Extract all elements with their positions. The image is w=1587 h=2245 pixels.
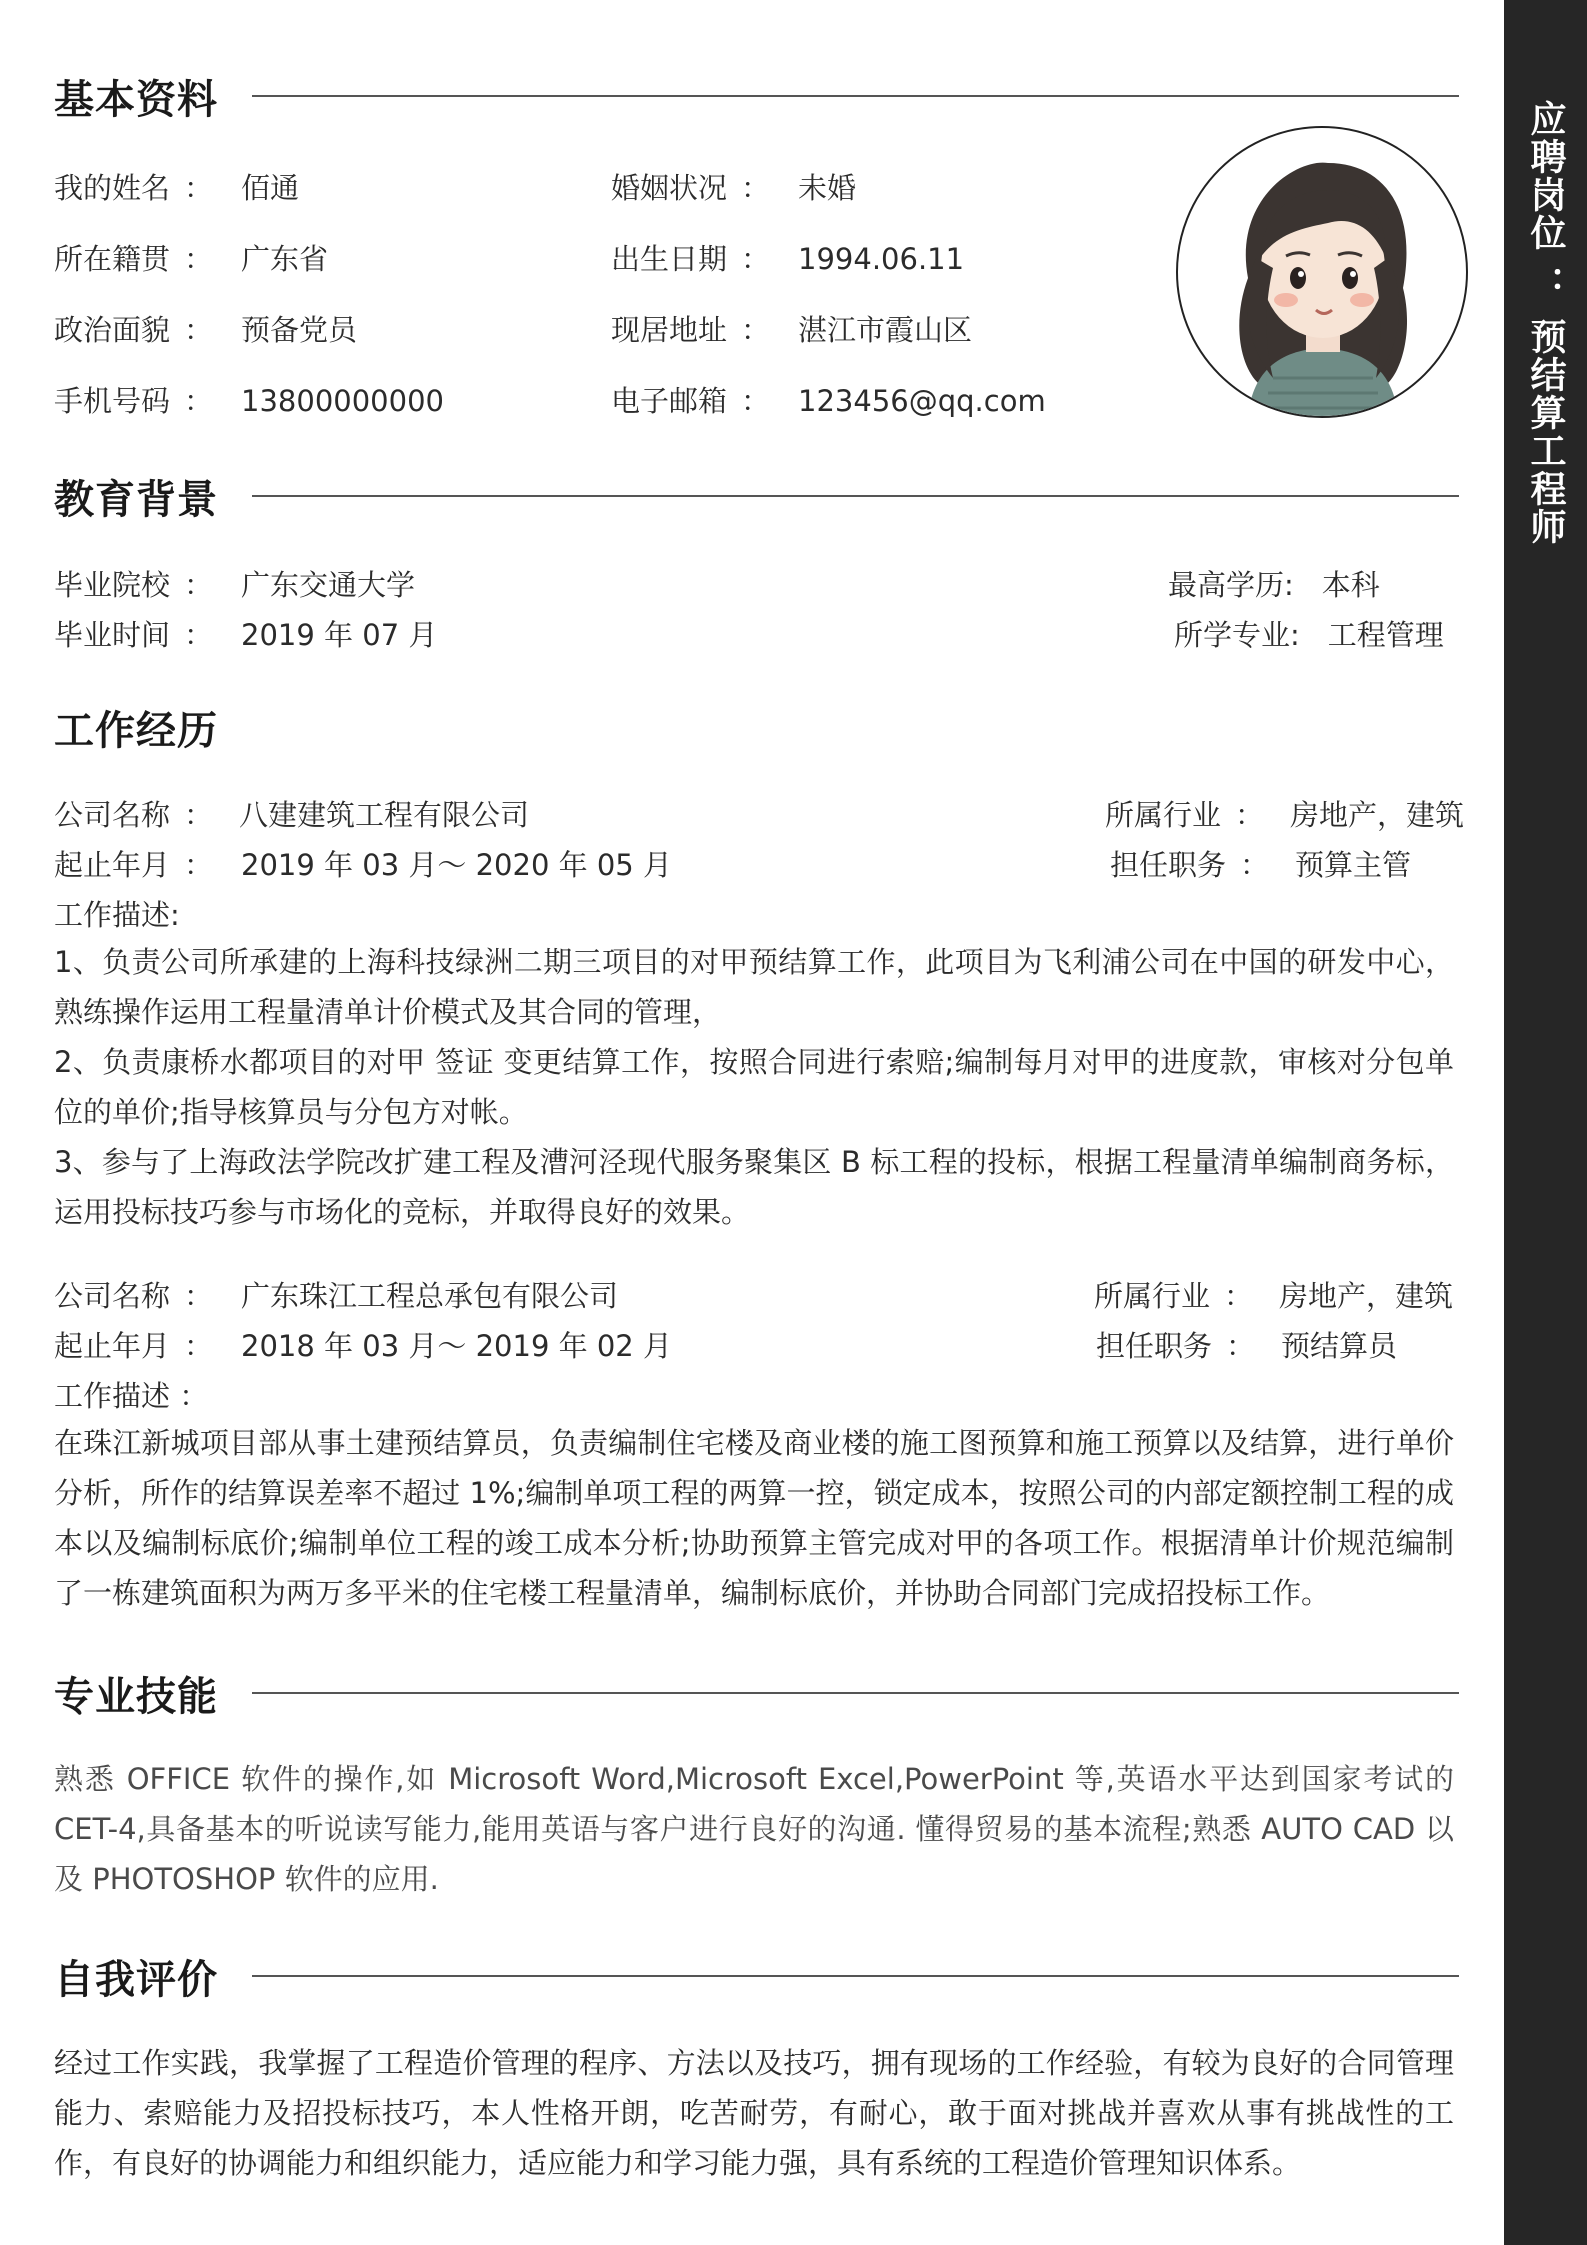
colon: ： xyxy=(184,618,214,652)
colon: ： xyxy=(184,313,214,347)
colon: ： xyxy=(184,848,214,882)
colon: ： xyxy=(1226,1329,1256,1363)
colon: ： xyxy=(184,384,214,418)
job-value: 房地产，建筑 xyxy=(1290,798,1465,832)
job1-period xyxy=(54,843,672,884)
info-row-birthday xyxy=(611,237,964,278)
colon: ： xyxy=(184,568,214,602)
colon: ： xyxy=(741,242,771,276)
edu-label: 最高学历: xyxy=(1168,568,1294,602)
skills-text xyxy=(54,1754,1454,1904)
colon: ： xyxy=(184,1279,214,1313)
info-label: 出生日期 xyxy=(611,242,728,276)
job1-industry xyxy=(1105,793,1464,834)
job-label: 公司名称 xyxy=(54,1279,171,1313)
job-target-label: 应聘岗位 xyxy=(1525,100,1566,252)
job-label: 起止年月 xyxy=(54,848,171,882)
section-title: 基本资料 xyxy=(54,76,218,123)
edu-value: 本科 xyxy=(1321,568,1380,602)
job-desc-item: 3、参与了上海政法学院改扩建工程及漕河泾现代服务聚集区 B 标工程的投标，根据工程量清单编制商务标，运用投标技巧参与市场化的竞标，并取得良好的效果。 xyxy=(54,1145,1454,1229)
job-label: 所属行业 xyxy=(1105,798,1222,832)
edu-row-major xyxy=(1174,613,1444,654)
info-label: 现居地址 xyxy=(611,313,728,347)
job2-role xyxy=(1096,1324,1397,1365)
section-title: 工作经历 xyxy=(54,707,218,754)
sidebar xyxy=(1504,0,1587,2245)
job-label: 所属行业 xyxy=(1094,1279,1211,1313)
skills-paragraph: 熟悉 OFFICE 软件的操作,如 Microsoft Word,Microsoft Excel,PowerPoint 等,英语水平达到国家考试的 CET-4,具备基本的听说读写能力,能用英语与客户进行良好的沟通. 懂得贸易的基本流程;熟悉 AUTO CAD 以及 PHOTOSHOP 软件的应用. xyxy=(54,1762,1454,1896)
job-value: 房地产，建筑 xyxy=(1279,1279,1454,1313)
job-value: 预结算员 xyxy=(1281,1329,1398,1363)
info-value: 123456@qq.com xyxy=(798,384,1046,418)
job2-company xyxy=(54,1274,618,1315)
info-label: 政治面貌 xyxy=(54,313,171,347)
info-row-email xyxy=(611,379,1046,420)
job-desc-label: 工作描述: xyxy=(54,898,180,932)
colon: ： xyxy=(184,171,214,205)
section-title: 专业技能 xyxy=(54,1673,218,1720)
info-row-phone xyxy=(54,379,444,420)
info-label: 婚姻状况 xyxy=(611,171,728,205)
edu-row-school xyxy=(54,563,415,604)
self-evaluation-text xyxy=(54,2038,1454,2188)
edu-label: 所学专业: xyxy=(1174,618,1300,652)
colon: ： xyxy=(184,1329,214,1363)
job2-period xyxy=(54,1324,672,1365)
edu-value: 2019 年 07 月 xyxy=(241,618,438,652)
avatar-illustration xyxy=(1178,128,1466,416)
self-evaluation-paragraph: 经过工作实践，我掌握了工程造价管理的程序、方法以及技巧，拥有现场的工作经验，有较为良好的合同管理能力、索赔能力及招投标技巧，本人性格开朗，吃苦耐劳，有耐心，敢于面对挑战并喜欢从事有挑战性的工作，有良好的协调能力和组织能力，适应能力和学习能力强，具有系统的工程造价管理知识体系。 xyxy=(54,2046,1454,2180)
job1-company xyxy=(54,793,529,834)
info-row-marital xyxy=(611,166,856,207)
info-row-politics xyxy=(54,308,357,349)
job-desc-item: 1、负责公司所承建的上海科技绿洲二期三项目的对甲预结算工作，此项目为飞利浦公司在中国的研发中心，熟练操作运用工程量清单计价模式及其合同的管理， xyxy=(54,945,1454,1029)
info-label: 我的姓名 xyxy=(54,171,171,205)
edu-value: 工程管理 xyxy=(1327,618,1444,652)
job1-role xyxy=(1110,843,1411,884)
job2-industry xyxy=(1094,1274,1453,1315)
edu-label: 毕业时间 xyxy=(54,618,171,652)
job-value: 2019 年 03 月～ 2020 年 05 月 xyxy=(241,848,672,882)
colon: ： xyxy=(741,171,771,205)
job-label: 公司名称 xyxy=(54,798,171,832)
section-divider xyxy=(252,495,1459,497)
job-value: 2018 年 03 月～ 2019 年 02 月 xyxy=(241,1329,672,1363)
colon: ： xyxy=(1224,1279,1254,1313)
info-row-address xyxy=(611,308,972,349)
job-target-position: 预结算工程师 xyxy=(1525,318,1566,546)
section-skills xyxy=(54,1663,1459,1723)
info-value: 13800000000 xyxy=(241,384,444,418)
info-value: 1994.06.11 xyxy=(798,242,965,276)
job-target-separator: ： xyxy=(1525,266,1566,304)
section-work xyxy=(54,697,1459,757)
colon: ： xyxy=(184,242,214,276)
info-value: 湛江市霞山区 xyxy=(798,313,973,347)
edu-value: 广东交通大学 xyxy=(241,568,416,602)
section-divider xyxy=(252,1692,1459,1694)
job-value: 八建建筑工程有限公司 xyxy=(239,798,530,832)
section-divider xyxy=(252,1975,1459,1977)
job1-desc-label xyxy=(54,893,180,934)
section-title: 教育背景 xyxy=(54,476,218,523)
job2-desc-label xyxy=(54,1374,208,1415)
section-education xyxy=(54,466,1459,526)
job-label: 担任职务 xyxy=(1110,848,1227,882)
section-title: 自我评价 xyxy=(54,1956,218,2003)
job-value: 广东珠江工程总承包有限公司 xyxy=(241,1279,619,1313)
job-desc-item: 2、负责康桥水都项目的对甲 签证 变更结算工作，按照合同进行索赔;编制每月对甲的进度款，审核对分包单位的单价;指导核算员与分包方对帐。 xyxy=(54,1045,1454,1129)
job-label: 担任职务 xyxy=(1096,1329,1213,1363)
info-row-name xyxy=(54,166,299,207)
job-desc-label: 工作描述 ： xyxy=(54,1379,209,1413)
info-row-hometown xyxy=(54,237,328,278)
job-value: 预算主管 xyxy=(1295,848,1412,882)
info-label: 所在籍贯 xyxy=(54,242,171,276)
info-label: 电子邮箱 xyxy=(611,384,728,418)
colon: ： xyxy=(1235,798,1265,832)
colon: ： xyxy=(741,313,771,347)
info-value: 未婚 xyxy=(798,171,857,205)
edu-row-time xyxy=(54,613,437,654)
avatar xyxy=(1176,126,1468,418)
job-desc-item: 在珠江新城项目部从事土建预结算员，负责编制住宅楼及商业楼的施工图预算和施工预算以及结算，进行单价分析，所作的结算误差率不超过 1%;编制单项工程的两算一控，锁定成本，按照公司的内部定额控制工程的成本以及编制标底价;编制单位工程的竣工成本分析;协助预算主管完成对甲的各项工作。根据清单计价规范编制了一栋建筑面积为两万多平米的住宅楼工程量清单，编制标底价，并协助合同部门完成招投标工作。 xyxy=(54,1426,1454,1610)
section-basic-info xyxy=(54,66,1459,126)
section-divider xyxy=(252,95,1459,97)
info-label: 手机号码 xyxy=(54,384,171,418)
job1-description xyxy=(54,937,1454,1237)
info-value: 佰通 xyxy=(241,171,300,205)
edu-row-degree xyxy=(1168,563,1380,604)
info-value: 预备党员 xyxy=(241,313,358,347)
section-self-evaluation xyxy=(54,1946,1459,2006)
info-value: 广东省 xyxy=(241,242,329,276)
colon: ： xyxy=(1240,848,1270,882)
edu-label: 毕业院校 xyxy=(54,568,171,602)
colon: ： xyxy=(741,384,771,418)
job-label: 起止年月 xyxy=(54,1329,171,1363)
job2-description xyxy=(54,1418,1454,1618)
colon: ： xyxy=(184,798,214,832)
job-target xyxy=(1504,100,1587,546)
